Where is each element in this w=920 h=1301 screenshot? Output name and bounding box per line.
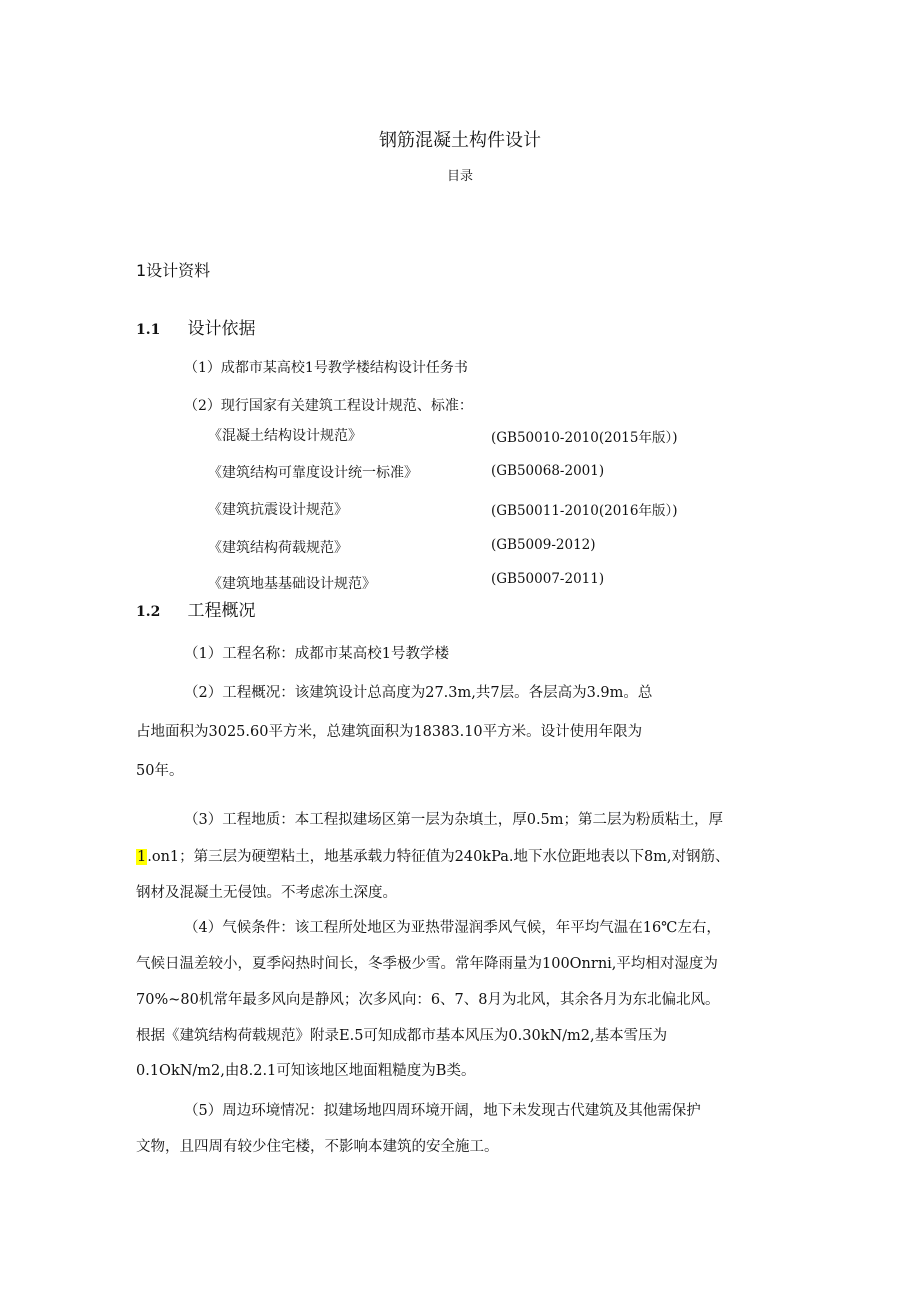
paragraph-line: 70%~80机常年最多风向是静风；次多风向：6、7、8月为北风，其余各月为东北偏北风。 <box>136 992 720 1008</box>
subsection-number: 1.2 <box>136 604 161 620</box>
paragraph-line: 根据《建筑结构荷载规范》附录E.5可知成都市基本风压为0.30kN∕m2,基本雪压为 <box>136 1028 668 1044</box>
paragraph-line: （4）气候条件：该工程所处地区为亚热带湿润季风气候，年平均气温在16℃左右， <box>184 920 721 936</box>
list-item: （2）现行国家有关建筑工程设计规范、标准： <box>184 398 473 414</box>
paragraph-line: 钢材及混凝土无侵蚀。不考虑冻土深度。 <box>136 885 397 901</box>
subsection-number: 1.1 <box>136 322 161 338</box>
paragraph-line: 占地面积为3025.60平方米，总建筑面积为18383.10平方米。设计使用年限为 <box>136 724 643 740</box>
section-heading: 1设计资料 <box>136 261 211 280</box>
standard-name: 《建筑抗震设计规范》 <box>208 502 348 518</box>
standard-code: (GB50007-2011) <box>491 571 605 587</box>
paragraph-line: （5）周边环境情况：拟建场地四周环境开阔，地下未发现古代建筑及其他需保护 <box>184 1103 701 1119</box>
list-item: （1）工程名称：成都市某高校1号教学楼 <box>184 646 449 662</box>
standard-name: 《建筑结构荷载规范》 <box>208 540 348 556</box>
standard-name: 《建筑地基基础设计规范》 <box>208 576 376 592</box>
standard-code: (GB50011-2010(2016年版）) <box>491 503 678 519</box>
subsection-heading-1-2 <box>136 596 255 621</box>
subsection-title: 设计依据 <box>187 319 256 339</box>
standard-name: 《建筑结构可靠度设计统一标准》 <box>208 465 418 481</box>
highlighted-text: 1 <box>137 849 147 865</box>
list-item: （1）成都市某高校1号教学楼结构设计任务书 <box>184 360 468 376</box>
paragraph-line: （2）工程概况：该建筑设计总高度为27.3m,共7层。各层高为3.9m。总 <box>184 685 653 701</box>
paragraph-line: 气候日温差较小，夏季闷热时间长，冬季极少雪。常年降雨量为100Onrni,平均相对湿度为 <box>136 956 718 972</box>
paragraph-line: 0.1OkN/m2,由8.2.1可知该地区地面粗糙度为B类。 <box>136 1063 476 1079</box>
subsection-title: 工程概况 <box>187 601 256 621</box>
paragraph-line: 50年。 <box>136 763 184 779</box>
toc-label: 目录 <box>446 169 473 184</box>
subsection-heading-1-1 <box>136 314 255 339</box>
standard-code: (GB50010-2010(2015年版）) <box>491 430 678 446</box>
paragraph-line <box>136 845 730 866</box>
standard-name: 《混凝土结构设计规范》 <box>208 428 362 444</box>
document-title: 钢筋混凝土构件设计 <box>379 130 541 151</box>
standard-code: (GB5009-2012) <box>491 537 596 553</box>
standard-code: (GB50068-2001) <box>491 463 605 479</box>
paragraph-line: （3）工程地质：本工程拟建场区第一层为杂填土，厚0.5m；第二层为粉质粘土，厚 <box>184 812 724 828</box>
paragraph-line: 文物，且四周有较少住宅楼，不影响本建筑的安全施工。 <box>136 1139 499 1155</box>
paragraph-text: .on1；第三层为硬塑粘土，地基承载力特征值为240kPa.地下水位距地表以下8m,对钢筋、 <box>147 849 730 865</box>
